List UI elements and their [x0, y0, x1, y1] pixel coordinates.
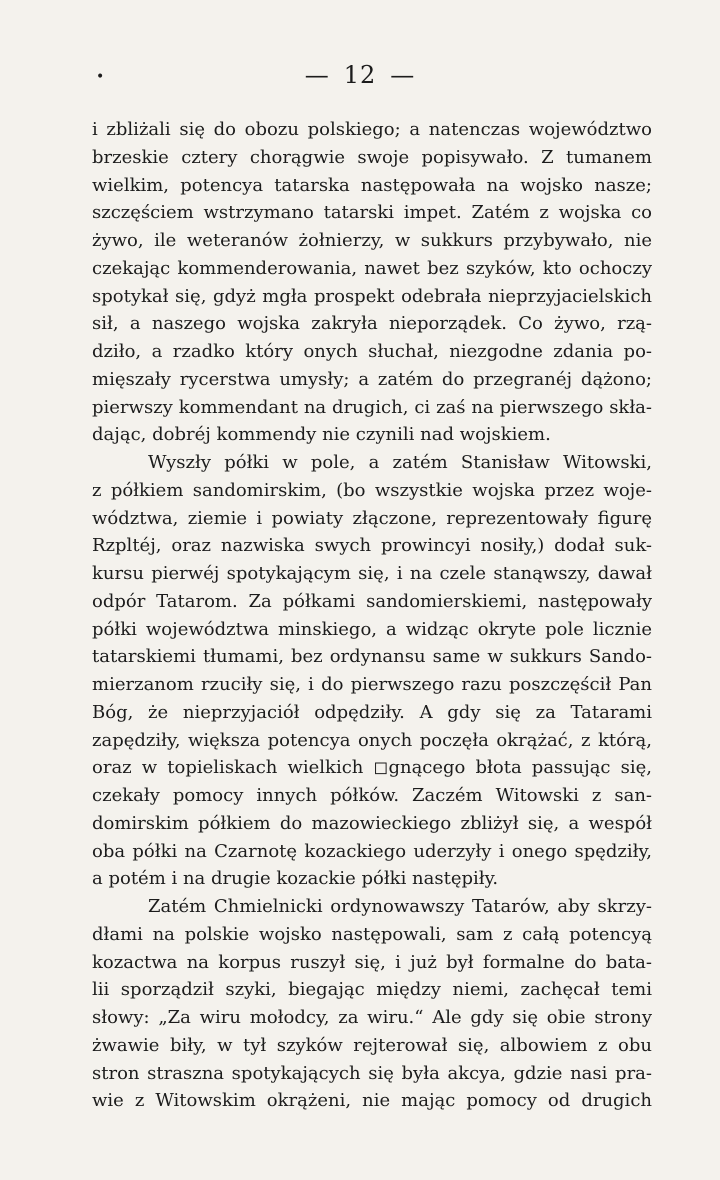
- text-line: pierwszy kommendant na drugich, ci zaś na pierwszego skła-: [92, 396, 652, 418]
- text-line: szczęściem wstrzymano tatarski impet. Zatém z wojska co: [92, 202, 652, 224]
- text-line: czekały pomocy innych półków. Zaczém Witowski z san-: [92, 785, 652, 806]
- text-line: stron straszna spotykających się była akcya, gdzie nasi pra-: [92, 1062, 652, 1084]
- paragraph-first-line: Wyszły półki w pole, a zatém Stanisław Witowski,: [148, 452, 652, 473]
- page-number: 12: [343, 61, 377, 89]
- text-line: zapędziły, większa potencya onych poczęła okrążać, z którą,: [92, 729, 652, 751]
- text-line: dziło, a rzadko który onych słuchał, niezgodne zdania po-: [92, 341, 652, 362]
- text-line: czekając kommenderowania, nawet bez szyków, kto ochoczy: [92, 257, 652, 279]
- text-line: mięszały rycerstwa umysły; a zatém do przegranéj dążono;: [92, 368, 652, 390]
- text-line: sił, a naszego wojska zakryła nieporządek. Co żywo, rzą-: [92, 313, 652, 335]
- text-line: dłami na polskie wojsko następowali, sam z całą potencyą: [92, 923, 652, 945]
- text-line: Bóg, że nieprzyjaciół odpędziły. A gdy się za Tatarami: [92, 701, 652, 723]
- text-line: odpór Tatarom. Za półkami sandomierskiemi, następowały: [92, 590, 652, 612]
- text-line: a potém i na drugie kozackie półki następiły.: [92, 868, 499, 890]
- paragraph-first-line: Zatém Chmielnicki ordynowawszy Tatarów, aby skrzy-: [148, 896, 652, 917]
- text-line: oraz w topieliskach wielkich ◻gnącego błota passując się,: [92, 757, 652, 779]
- corner-mark: •: [96, 69, 105, 85]
- text-line: brzeskie cztery chorągwie swoje popisywało. Z tumanem: [92, 146, 652, 168]
- text-line: mierzanom rzuciły się, i do pierwszego razu poszczęścił Pan: [92, 674, 652, 695]
- text-line: z półkiem sandomirskim, (bo wszystkie wojska przez woje-: [92, 479, 652, 501]
- text-line: wództwa, ziemie i powiaty złączone, reprezentowały figurę: [92, 507, 652, 529]
- text-line: Rzpltéj, oraz nazwiska swych prowincyi nosiły,) dodał suk-: [92, 535, 652, 557]
- text-line: lii sporządził szyki, biegając między niemi, zachęcał temi: [92, 979, 652, 1001]
- text-line: spotykał się, gdyż mgła prospekt odebrała nieprzyjacielskich: [92, 285, 652, 307]
- text-line: dając, dobréj kommendy nie czynili nad wojskiem.: [92, 424, 551, 446]
- text-line: żywo, ile weteranów żołnierzy, w sukkurs przybywało, nie: [92, 230, 652, 251]
- text-line: kursu pierwéj spotykającym się, i na czele stanąwszy, dawał: [92, 563, 652, 584]
- text-line: słowy: „Za wiru mołodcy, za wiru.“ Ale gdy się obie strony: [92, 1007, 652, 1028]
- text-line: wie z Witowskim okrążeni, nie mając pomocy od drugich: [92, 1090, 652, 1112]
- body-text: [92, 116, 652, 1115]
- text-line: żwawie biły, w tył szyków rejterował się, albowiem z obu: [92, 1034, 652, 1056]
- page-header: [0, 60, 720, 90]
- text-line: domirskim półkiem do mazowieckiego zbliżył się, a wespół: [92, 812, 652, 834]
- text-line: oba półki na Czarnotę kozackiego uderzyły i onego spędziły,: [92, 840, 652, 862]
- text-line: wielkim, potencya tatarska następowała na wojsko nasze;: [92, 174, 652, 196]
- text-line: i zbliżali się do obozu polskiego; a natenczas województwo: [92, 119, 652, 140]
- text-line: tatarskiemi tłumami, bez ordynansu same w sukkurs Sando-: [92, 646, 652, 668]
- header-dash-right: —: [390, 61, 416, 89]
- text-line: półki województwa minskiego, a widząc okryte pole licznie: [92, 618, 652, 640]
- text-line: kozactwa na korpus ruszył się, i już był formalne do bata-: [92, 951, 652, 973]
- header-dash-left: —: [304, 61, 330, 89]
